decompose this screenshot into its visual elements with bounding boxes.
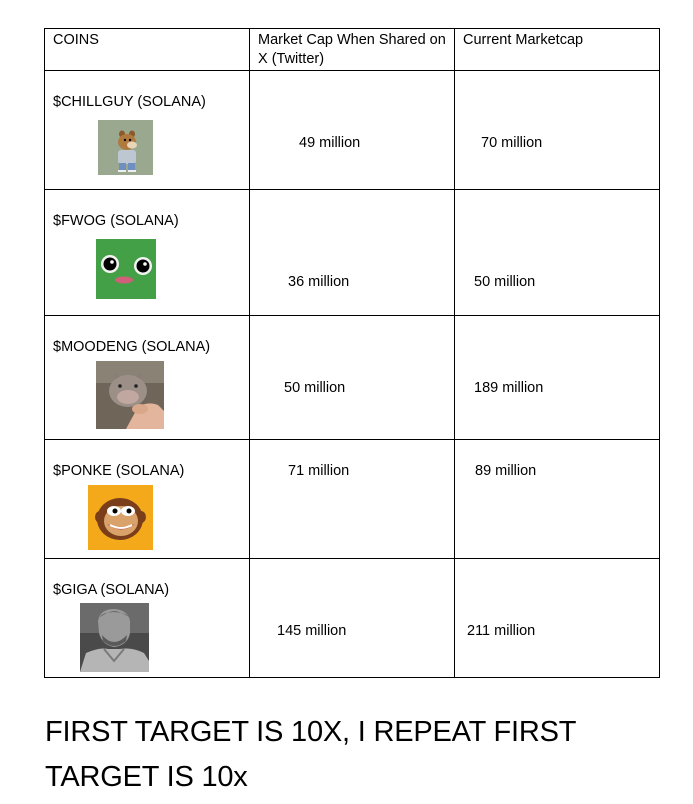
row-divider — [44, 189, 660, 190]
column-divider — [454, 28, 455, 678]
header-divider — [44, 70, 660, 71]
column-divider — [249, 28, 250, 678]
shared-cap-value: 49 million — [299, 135, 361, 151]
fwog-logo — [96, 239, 156, 299]
coin-name: $CHILLGUY (SOLANA) — [53, 94, 206, 110]
current-cap-value: 89 million — [475, 463, 537, 479]
current-cap-value: 70 million — [481, 135, 543, 151]
shared-cap-value: 71 million — [288, 463, 350, 479]
row-divider — [44, 315, 660, 316]
header-shared-cap: Market Cap When Shared on X (Twitter) — [258, 32, 446, 67]
coin-name: $PONKE (SOLANA) — [53, 463, 185, 479]
header-current-cap: Current Marketcap — [463, 32, 584, 48]
header-coins: COINS — [53, 32, 99, 48]
ponke-logo — [88, 485, 153, 550]
shared-cap-value: 50 million — [284, 380, 346, 396]
coin-name: $FWOG (SOLANA) — [53, 213, 179, 229]
current-cap-value: 211 million — [467, 623, 536, 639]
giga-logo — [80, 603, 149, 672]
shared-cap-value: 145 million — [277, 623, 347, 639]
table-border-left — [44, 28, 45, 678]
moodeng-logo — [96, 361, 164, 429]
coin-table — [44, 28, 660, 678]
coin-name: $GIGA (SOLANA) — [53, 582, 170, 598]
table-border-right — [659, 28, 660, 678]
current-cap-value: 50 million — [474, 274, 536, 290]
row-divider — [44, 558, 660, 559]
row-divider — [44, 439, 660, 440]
table-border-bottom — [44, 677, 660, 678]
target-statement: FIRST TARGET IS 10X, I REPEAT FIRST TARGET IS 10x — [45, 716, 576, 793]
chillguy-logo — [98, 120, 153, 175]
table-border-top — [44, 28, 660, 29]
current-cap-value: 189 million — [474, 380, 544, 396]
coin-name: $MOODENG (SOLANA) — [53, 339, 211, 355]
shared-cap-value: 36 million — [288, 274, 350, 290]
